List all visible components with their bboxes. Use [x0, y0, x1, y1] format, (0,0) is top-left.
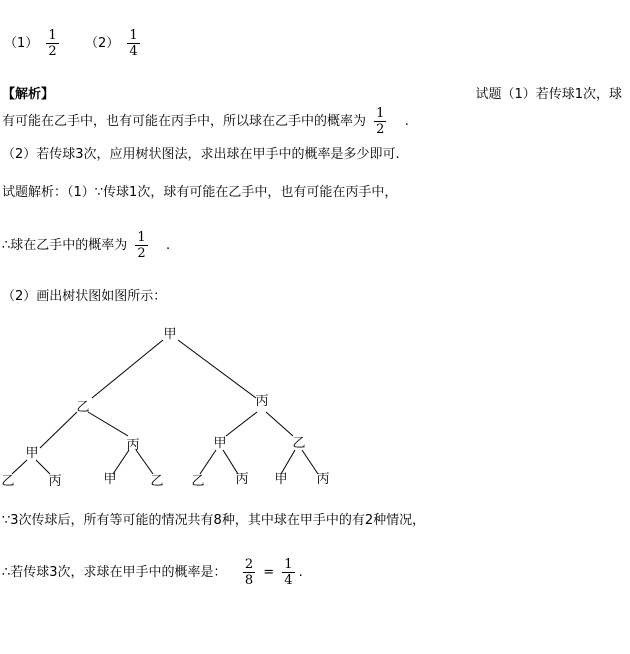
answer-part2-fraction: [127, 28, 139, 59]
solution-line5-text: ∴若传球3次，求球在甲手中的概率是：: [2, 565, 227, 580]
tree-node-l3-0: 乙: [1, 474, 15, 489]
tree-edge: [36, 460, 50, 474]
solution-line2-denominator: 2: [137, 246, 146, 261]
tree-edge: [136, 450, 153, 474]
analysis-intro-line3: （2）若传球3次，应用树状图法，求出球在甲手中的概率是多少即可.: [2, 147, 400, 162]
analysis-heading: 【解析】: [2, 87, 55, 102]
analysis-intro-right: 试题（1）若传球1次，球: [475, 87, 622, 102]
solution-line5-numerator1: 2: [244, 557, 254, 572]
tree-edge: [200, 450, 216, 474]
tree-node-root: 甲: [163, 327, 177, 342]
tree-diagram: [0, 318, 630, 498]
solution-line5-denominator2: 4: [284, 573, 293, 588]
solution-line2-fraction: [135, 230, 147, 261]
tree-edge: [223, 450, 238, 474]
tree-node-l3-5: 丙: [235, 472, 249, 487]
tree-node-l1-0: 乙: [76, 400, 90, 415]
tree-edge: [302, 450, 318, 474]
answer-part1-fraction: [46, 28, 58, 59]
tree-edge: [40, 412, 77, 448]
solution-line2-end: .: [165, 238, 171, 253]
solution-line4: ∵3次传球后，所有等可能的情况共有8种，其中球在甲手中的有2种情况，: [2, 513, 426, 528]
tree-node-l3-2: 甲: [103, 472, 117, 487]
solution-line2-numerator: 1: [137, 230, 146, 245]
tree-edge: [178, 340, 256, 398]
analysis-fraction-denominator: 2: [376, 122, 385, 137]
tree-node-l3-1: 丙: [48, 474, 62, 489]
solution-line1: 试题解析：（1）∵传球1次，球有可能在乙手中，也有可能在丙手中，: [2, 185, 398, 200]
solution-line5-fraction2: [282, 557, 294, 588]
answer-part1-label: （1）: [4, 36, 39, 51]
solution-line3: （2）画出树状图如图所示：: [2, 289, 167, 304]
tree-node-l2-0: 甲: [25, 446, 39, 461]
answer-part1-denominator: 2: [48, 44, 57, 59]
tree-node-l2-1: 丙: [126, 438, 140, 453]
analysis-intro-line2: [2, 106, 409, 138]
solution-line2: [2, 226, 170, 266]
analysis-fraction-numerator: 1: [376, 106, 385, 121]
answer-part2-denominator: 4: [129, 44, 138, 59]
tree-edge: [12, 460, 27, 474]
tree-edge: [281, 450, 295, 474]
solution-line5: [2, 553, 303, 593]
tree-node-l2-3: 乙: [292, 436, 306, 451]
answer-part1-numerator: 1: [48, 28, 57, 43]
tree-node-l2-2: 甲: [213, 436, 227, 451]
tree-edge: [88, 412, 128, 436]
analysis-intro-line2-fraction: [374, 106, 386, 137]
solution-line5-denominator1: 8: [244, 573, 254, 588]
tree-edge: [113, 450, 129, 474]
analysis-intro-line2-end: .: [404, 114, 409, 129]
solution-line5-fraction1: [243, 557, 255, 588]
tree-edges: [12, 340, 318, 474]
solution-line5-numerator2: 1: [284, 557, 293, 572]
tree-edge: [266, 412, 293, 436]
tree-node-l3-6: 甲: [274, 472, 288, 487]
tree-node-l3-4: 乙: [191, 474, 205, 489]
tree-edge: [226, 412, 257, 436]
answer-part2-label: （2）: [84, 36, 120, 51]
tree-node-l3-3: 乙: [150, 474, 164, 489]
answer-part2-numerator: 1: [129, 28, 138, 43]
tree-edge: [92, 340, 163, 398]
solution-line5-equals: =: [263, 565, 275, 580]
analysis-intro-line2-text: 有可能在乙手中，也有可能在丙手中，所以球在乙手中的概率为: [2, 114, 367, 129]
solution-line5-end: .: [298, 565, 303, 580]
tree-node-l3-7: 丙: [316, 472, 330, 487]
solution-line2-text: ∴球在乙手中的概率为: [2, 238, 128, 253]
tree-node-l1-1: 丙: [255, 394, 269, 409]
answer-line: [4, 28, 144, 59]
